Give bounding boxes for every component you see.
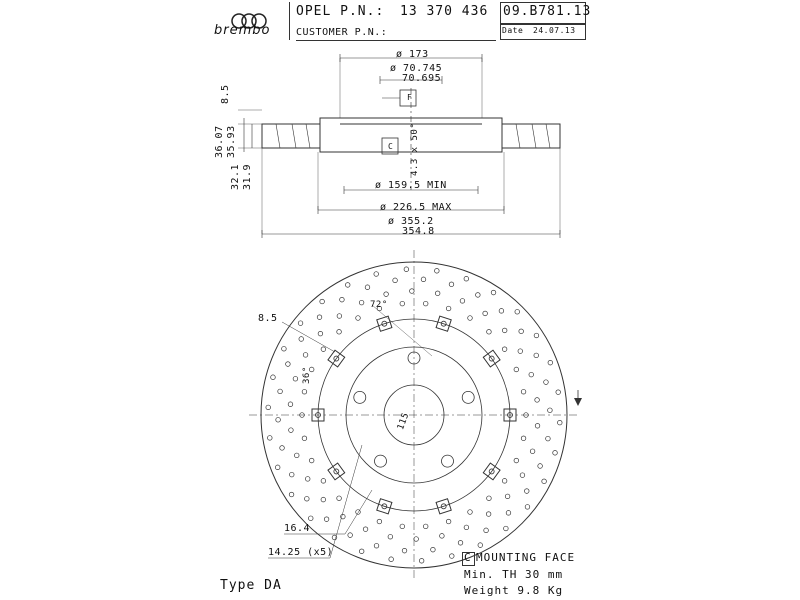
drilled-hole xyxy=(321,479,326,484)
dim-pcd-115: 115 xyxy=(396,411,412,432)
drilled-hole xyxy=(514,458,519,463)
dim-dia-355-2: ø 355.2 xyxy=(388,216,434,227)
min-thickness: Min. TH 30 mm xyxy=(464,568,564,581)
drilled-hole xyxy=(538,464,543,469)
drilled-hole xyxy=(365,285,370,290)
drilled-hole xyxy=(302,436,307,441)
drilled-hole xyxy=(449,282,454,287)
drilled-hole xyxy=(483,311,488,316)
drilled-hole xyxy=(423,301,428,306)
drilled-hole xyxy=(305,477,310,482)
date-label: Date xyxy=(502,26,524,35)
drilled-hole xyxy=(440,534,445,539)
drilled-hole xyxy=(548,408,553,413)
drilled-hole xyxy=(410,289,415,294)
dim-dia-354-8: 354.8 xyxy=(402,226,435,237)
drilled-hole xyxy=(267,436,272,441)
drilled-hole xyxy=(421,277,426,282)
drilled-hole xyxy=(303,353,308,358)
drilled-hole xyxy=(278,389,283,394)
drilled-hole xyxy=(309,458,314,463)
drilled-hole xyxy=(519,329,524,334)
drilled-hole xyxy=(337,496,342,501)
drilled-hole xyxy=(348,533,353,538)
drilled-hole xyxy=(294,453,299,458)
drilled-hole xyxy=(464,525,469,530)
drilled-hole xyxy=(521,436,526,441)
drilled-hole xyxy=(449,554,454,559)
drilled-hole xyxy=(460,299,465,304)
dim-31-9: 31.9 xyxy=(242,163,253,190)
drilled-hole xyxy=(271,375,276,380)
drilled-hole xyxy=(289,472,294,477)
vent-slot xyxy=(276,124,280,148)
dim-8-5-vertical: 8.5 xyxy=(220,84,231,104)
drilled-hole xyxy=(548,360,553,365)
dim-8-5: 8.5 xyxy=(258,313,278,324)
drilled-hole xyxy=(404,267,409,272)
drilled-hole xyxy=(486,512,491,517)
drilled-hole xyxy=(282,346,287,351)
drilled-hole xyxy=(525,505,530,510)
drilled-hole xyxy=(556,390,561,395)
drilled-hole xyxy=(505,494,510,499)
drilled-hole xyxy=(384,292,389,297)
drilled-hole xyxy=(515,309,520,314)
drilled-hole xyxy=(388,534,393,539)
drilled-hole xyxy=(535,398,540,403)
type-label: Type DA xyxy=(220,578,282,593)
drilled-hole xyxy=(524,489,529,494)
drilled-hole xyxy=(435,268,440,273)
drilled-hole xyxy=(431,547,436,552)
drilled-hole xyxy=(266,405,271,410)
drilled-hole xyxy=(521,389,526,394)
drilled-hole xyxy=(318,331,323,336)
dim-dia-159-5-min: ø 159.5 MIN xyxy=(375,180,447,191)
vent-slot xyxy=(306,124,310,148)
drilled-hole xyxy=(400,524,405,529)
tag-c: C xyxy=(388,142,394,151)
drilled-hole xyxy=(377,519,382,524)
vent-slot xyxy=(292,124,296,148)
dim-angle-72: 72° xyxy=(370,300,388,310)
opel-pn-value: 13 370 436 xyxy=(400,4,489,19)
drilled-hole xyxy=(506,511,511,516)
vent-slot xyxy=(532,124,536,148)
bolt-hole xyxy=(374,455,386,467)
drilled-hole xyxy=(374,543,379,548)
drilled-hole xyxy=(359,549,364,554)
drilled-hole xyxy=(317,315,322,320)
friction-ring-left xyxy=(262,124,320,148)
dim-36-07: 36.07 xyxy=(214,125,225,158)
drilled-hole xyxy=(502,328,507,333)
brand-name: brembo xyxy=(214,23,271,38)
friction-ring-right xyxy=(502,124,560,148)
drilled-hole xyxy=(389,557,394,562)
drilled-hole xyxy=(535,424,540,429)
drilled-hole xyxy=(544,380,549,385)
drilled-hole xyxy=(275,465,280,470)
drilled-hole xyxy=(458,540,463,545)
bolt-hole xyxy=(442,455,454,467)
weight: Weight 9.8 Kg xyxy=(464,584,564,597)
leader-8-5 xyxy=(282,322,335,352)
drilled-hole xyxy=(280,446,285,451)
dim-14-25-x5: 14.25 (x5) xyxy=(268,547,334,558)
drilled-hole xyxy=(553,450,558,455)
drilled-hole xyxy=(359,300,364,305)
drilled-hole xyxy=(308,516,313,521)
drilled-hole xyxy=(337,329,342,334)
drilled-hole xyxy=(502,347,507,352)
drilled-hole xyxy=(393,278,398,283)
drilled-hole xyxy=(487,329,492,334)
drilled-hole xyxy=(484,528,489,533)
drilled-hole xyxy=(534,353,539,358)
drilled-hole xyxy=(288,402,293,407)
drilled-hole xyxy=(324,517,329,522)
drilled-hole xyxy=(320,299,325,304)
drilled-hole xyxy=(289,428,294,433)
drilled-hole xyxy=(337,314,342,319)
drilled-hole xyxy=(464,276,469,281)
drilled-hole xyxy=(468,316,473,321)
drilled-hole xyxy=(542,479,547,484)
leader-14-25-b xyxy=(330,445,362,558)
drilled-hole xyxy=(289,492,294,497)
drilled-hole xyxy=(414,537,419,542)
bolt-hole xyxy=(354,391,366,403)
mounting-face: MOUNTING FACE xyxy=(476,551,576,564)
drilled-hole xyxy=(419,558,424,563)
drilled-hole xyxy=(487,496,492,501)
drilled-hole xyxy=(356,316,361,321)
drilled-hole xyxy=(340,297,345,302)
drilled-hole xyxy=(478,543,483,548)
drilled-hole xyxy=(363,527,368,532)
drilled-hole xyxy=(276,417,281,422)
dim-angle-36: 36° xyxy=(302,366,312,384)
drilled-hole xyxy=(299,337,304,342)
drilled-hole xyxy=(298,321,303,326)
vent-slot xyxy=(516,124,520,148)
drilled-hole xyxy=(529,372,534,377)
drilled-hole xyxy=(302,389,307,394)
drilled-hole xyxy=(321,497,326,502)
drilled-hole xyxy=(557,420,562,425)
drilled-hole xyxy=(286,362,291,367)
drilled-hole xyxy=(491,290,496,295)
dim-bevel: 4.3 x 50° xyxy=(410,122,420,176)
tag-f: F xyxy=(407,93,413,102)
mounting-tag: C xyxy=(464,551,472,564)
drilled-hole xyxy=(514,367,519,372)
drilled-hole xyxy=(499,309,504,314)
dim-16-4: 16.4 xyxy=(284,523,311,534)
drilled-hole xyxy=(305,496,310,501)
drilled-hole xyxy=(530,449,535,454)
dim-dia-173: ø 173 xyxy=(396,49,429,60)
drilled-hole xyxy=(468,510,473,515)
opel-pn-label: OPEL P.N.: xyxy=(296,4,385,19)
drilled-hole xyxy=(520,473,525,478)
part-number: 09.B781.13 xyxy=(503,4,592,19)
dim-35-93: 35.93 xyxy=(226,125,237,158)
dim-dia-70-745: ø 70.745 xyxy=(390,63,443,74)
drilled-hole xyxy=(345,283,350,288)
drilled-hole xyxy=(446,306,451,311)
drilled-hole xyxy=(374,272,379,277)
drilled-hole xyxy=(423,524,428,529)
rotation-arrow-head xyxy=(574,398,582,406)
drilled-hole xyxy=(293,376,298,381)
vent-slot xyxy=(546,124,550,148)
dim-dia-226-5-max: ø 226.5 MAX xyxy=(380,202,452,213)
customer-pn-label: CUSTOMER P.N.: xyxy=(296,27,388,38)
drilled-hole xyxy=(518,349,523,354)
bolt-hole xyxy=(462,391,474,403)
drilled-hole xyxy=(504,526,509,531)
leader-16-4-b xyxy=(345,490,372,534)
dim-dia-70-695: 70.695 xyxy=(402,73,442,84)
date-value: 24.07.13 xyxy=(533,26,576,35)
drilled-hole xyxy=(534,333,539,338)
drilled-hole xyxy=(321,347,326,352)
drilled-hole xyxy=(402,548,407,553)
drilled-hole xyxy=(476,293,481,298)
drilled-hole xyxy=(400,301,405,306)
drilled-hole xyxy=(502,479,507,484)
drilled-hole xyxy=(435,291,440,296)
dim-32-1: 32.1 xyxy=(230,163,241,190)
drilled-hole xyxy=(546,436,551,441)
drilled-hole xyxy=(446,519,451,524)
